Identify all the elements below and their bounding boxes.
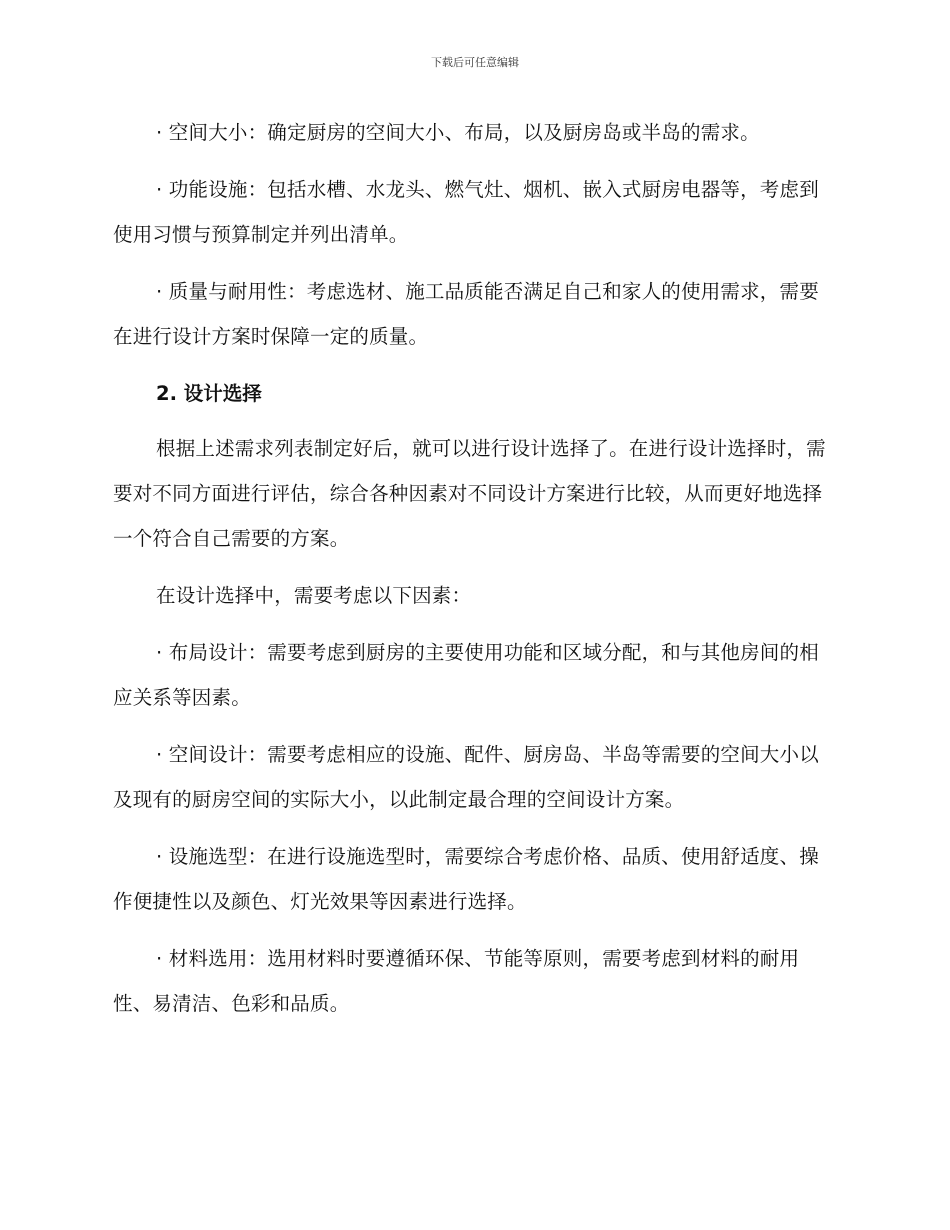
bullet-quality-durability: · 质量与耐用性：考虑选材、施工品质能否满足自己和家人的使用需求，需要在进行设计方案时保障一定的质量。 <box>113 280 819 348</box>
bullet-layout-design: · 布局设计：需要考虑到厨房的主要使用功能和区域分配，和与其他房间的相应关系等因素。 <box>113 641 819 709</box>
section-heading-design-choice: 2. 设计选择 <box>156 382 262 405</box>
paragraph-design-intro: 根据上述需求列表制定好后，就可以进行设计选择了。在进行设计选择时，需要对不同方面进行评估，综合各种因素对不同设计方案进行比较，从而更好地选择一个符合自己需要的方案。 <box>113 437 826 550</box>
bullet-facility-selection: · 设施选型：在进行设施选型时，需要综合考虑价格、品质、使用舒适度、操作便捷性以及颜色、灯光效果等因素进行选择。 <box>113 845 819 913</box>
paragraph-factors-intro: 在设计选择中，需要考虑以下因素： <box>156 584 472 607</box>
document-body <box>113 110 833 1038</box>
bullet-space-size: · 空间大小：确定厨房的空间大小、布局，以及厨房岛或半岛的需求。 <box>156 121 760 144</box>
bullet-space-design: · 空间设计：需要考虑相应的设施、配件、厨房岛、半岛等需要的空间大小以及现有的厨房空间的实际大小，以此制定最合理的空间设计方案。 <box>113 743 819 811</box>
bullet-function-facilities: · 功能设施：包括水槽、水龙头、燃气灶、烟机、嵌入式厨房电器等，考虑到使用习惯与预算制定并列出清单。 <box>113 178 819 246</box>
bullet-material-selection: · 材料选用：选用材料时要遵循环保、节能等原则，需要考虑到材料的耐用性、易清洁、色彩和品质。 <box>113 947 800 1015</box>
page-header: 下载后可任意编辑 <box>431 56 519 69</box>
